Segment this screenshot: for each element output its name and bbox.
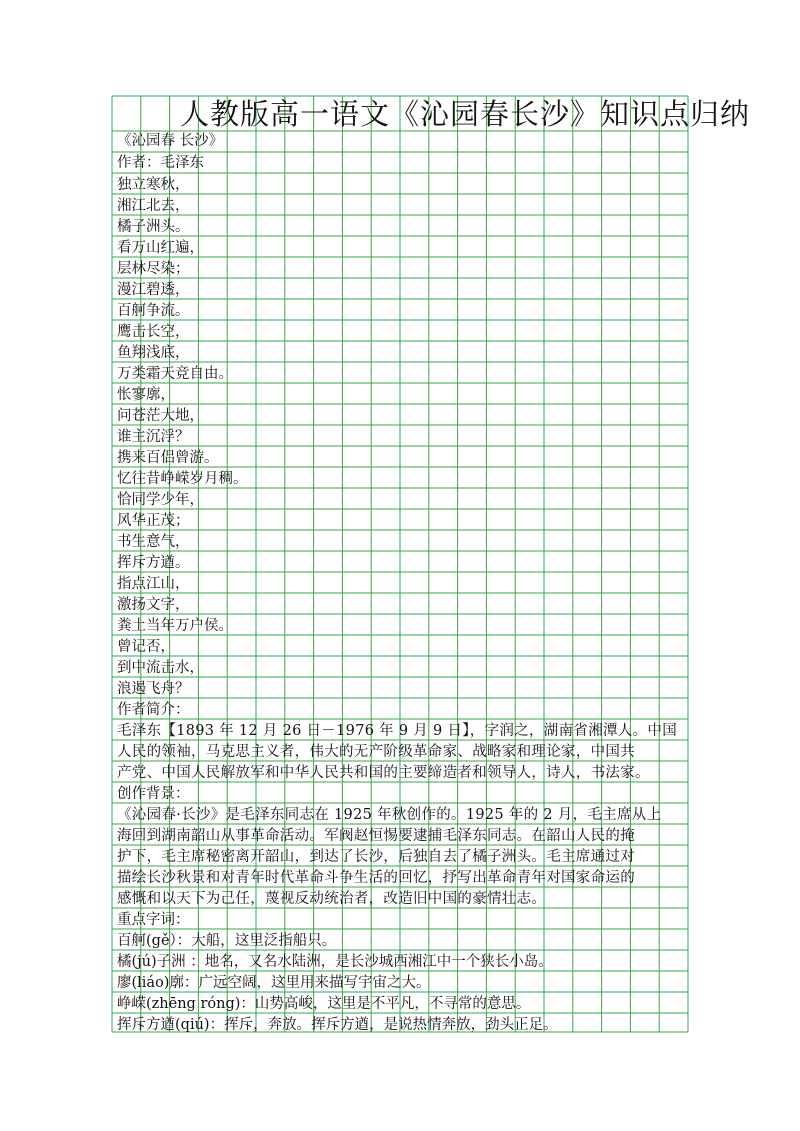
paragraph-line: 人民的领袖，马克思主义者，伟大的无产阶级革命家、战略家和理论家，中国共 (117, 744, 635, 760)
poem-line: 到中流击水， (117, 660, 204, 676)
paragraph-line: 护下，毛主席秘密离开韶山，到达了长沙，后独自去了橘子洲头。毛主席通过对 (117, 849, 635, 865)
paragraph-line: 海回到湖南韶山从事革命活动。军阀赵恒惕要逮捕毛泽东同志。在韶山人民的掩 (117, 828, 635, 844)
poem-line: 忆往昔峥嵘岁月稠。 (117, 471, 248, 487)
vocab-item: 廖(liáo)廓：广远空阔，这里用来描写宇宙之大。 (117, 975, 431, 991)
poem-line: 书生意气， (117, 534, 190, 550)
poem-line: 百舸争流。 (117, 303, 190, 319)
vocab-item: 挥斥方遒(qiú)：挥斥，奔放。挥斥方遒，是说热情奔放，劲头正足。 (117, 1017, 558, 1033)
paragraph-line: 描绘长沙秋景和对青年时代革命斗争生活的回忆，抒写出革命青年对国家命运的 (117, 870, 635, 886)
poem-line: 看万山红遍， (117, 240, 204, 256)
poem-line: 独立寒秋， (117, 177, 190, 193)
paragraph-line: 产党、中国人民解放军和中华人民共和国的主要缔造者和领导人，诗人，书法家。 (117, 765, 650, 781)
poem-line: 谁主沉浮？ (117, 429, 190, 445)
poem-line: 恰同学少年， (117, 492, 204, 508)
poem-line: 携来百侣曾游。 (117, 450, 219, 466)
poem-line: 万类霜天竞自由。 (117, 366, 233, 382)
poem-line: 怅寥廓， (117, 387, 175, 403)
poem-line: 鹰击长空， (117, 324, 190, 340)
vocab-heading: 重点字词： (117, 912, 190, 928)
paragraph-line: 毛泽东【1893 年 12 月 26 日－1976 年 9 月 9 日】，字润之，湖南省湘潭人。中国 (117, 723, 677, 739)
poem-line: 挥斥方遒。 (117, 555, 190, 571)
vocab-item: 橘(jú)子洲 ：地名，又名水陆洲，是长沙城西湘江中一个狭长小岛。 (117, 954, 553, 970)
poem-line: 激扬文字， (117, 597, 190, 613)
author-intro-heading: 作者简介： (117, 702, 190, 718)
poem-line: 橘子洲头。 (117, 219, 190, 235)
vocab-item: 峥嵘(zhēng róng)：山势高峻，这里是不平凡，不寻常的意思。 (117, 996, 531, 1012)
background-heading: 创作背景： (117, 786, 190, 802)
poem-line: 湘江北去， (117, 198, 190, 214)
poem-line: 风华正茂； (117, 513, 190, 529)
paragraph-line: 感慨和以天下为己任，蔑视反动统治者，改造旧中国的豪情壮志。 (117, 891, 547, 907)
poem-line: 问苍茫大地， (117, 408, 204, 424)
poem-line: 层林尽染； (117, 261, 190, 277)
poem-line: 浪遏飞舟？ (117, 681, 190, 697)
author-line: 作者：毛泽东 (117, 155, 204, 171)
poem-line: 粪土当年万户侯。 (117, 618, 233, 634)
poem-line: 指点江山， (117, 576, 190, 592)
paragraph-line: 《沁园春·长沙》是毛泽东同志在 1925 年秋创作的。1925 年的 2 月，毛主席从上 (117, 807, 662, 823)
poem-line: 漫江碧透， (117, 282, 190, 298)
page-title: 人教版高一语文《沁园春长沙》知识点归纳 (180, 97, 751, 131)
poem-line: 曾记否， (117, 639, 175, 655)
vocab-item: 百舸(gě）：大船，这里泛指船只。 (117, 933, 337, 949)
poem-heading: 《沁园春 长沙》 (117, 133, 224, 149)
poem-line: 鱼翔浅底， (117, 345, 190, 361)
